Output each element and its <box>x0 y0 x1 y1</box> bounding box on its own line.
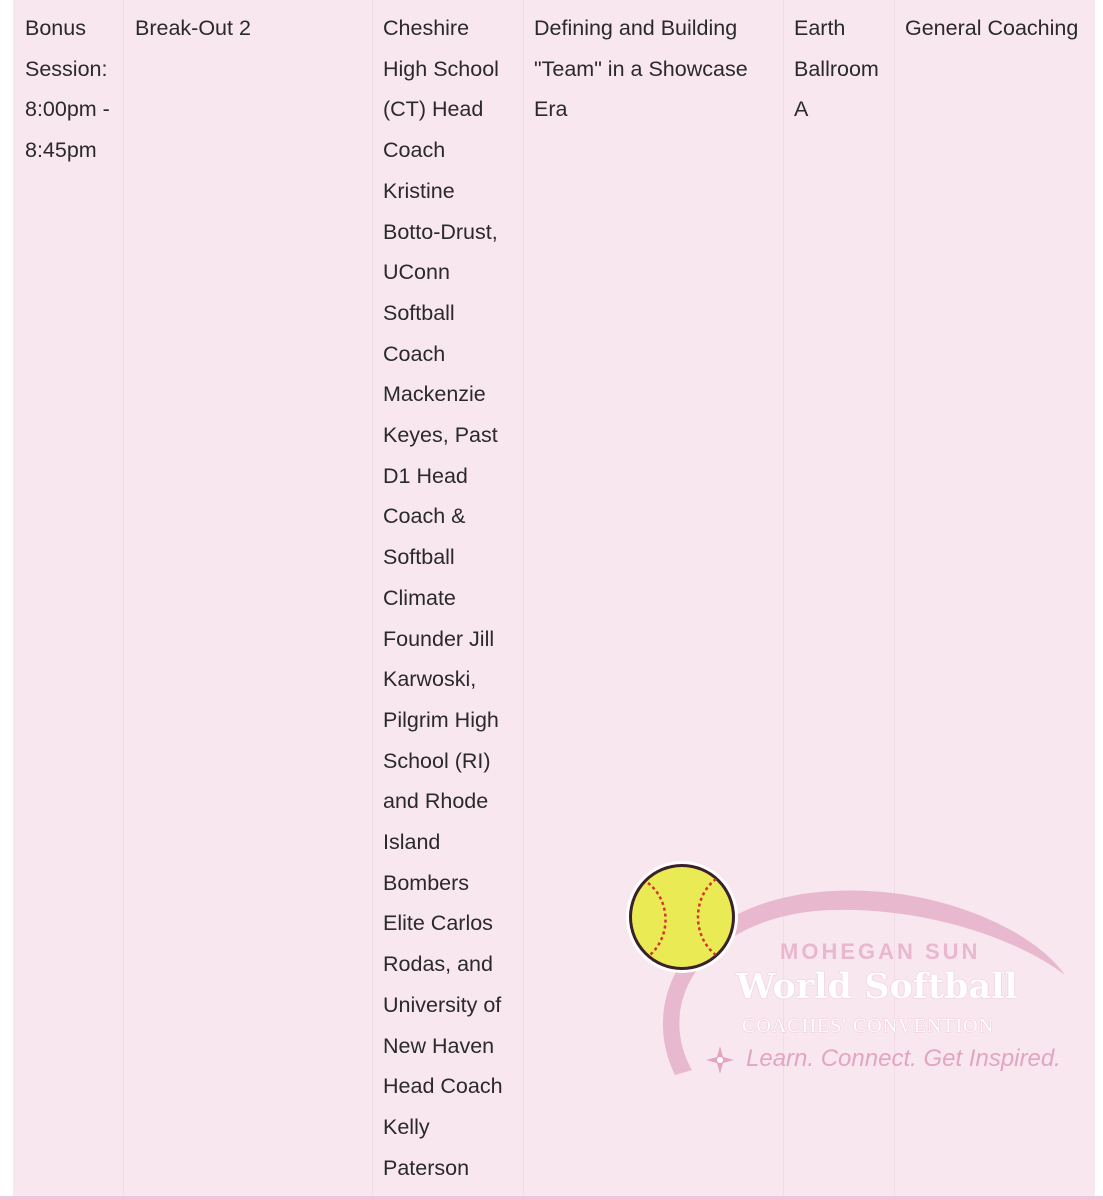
speaker-line: Softball <box>383 545 455 570</box>
track-cell <box>905 8 1095 49</box>
session-title-cell <box>534 8 774 130</box>
speaker-line: Bombers <box>383 870 470 895</box>
speaker-line: Paterson <box>383 1155 470 1180</box>
speaker-line: Botto-Drust, <box>383 219 498 244</box>
speaker-line: D1 Head <box>383 463 468 488</box>
title-line: Defining and Building <box>534 16 738 40</box>
logo-brand: MOHEGAN SUN <box>780 939 981 964</box>
speaker-line: Founder Jill <box>383 626 495 651</box>
speaker-line: Cheshire <box>383 16 470 40</box>
logo-subtitle: COACHES' CONVENTION <box>742 1015 995 1037</box>
room-cell <box>794 8 889 130</box>
speaker-line: Rodas, and <box>383 952 493 977</box>
session-time-cell <box>25 8 121 171</box>
speaker-line: Coach & <box>383 504 466 529</box>
speaker-line: Coach <box>383 138 446 163</box>
speaker-line: Kelly <box>383 1114 430 1139</box>
star-ornament-icon <box>706 1046 734 1074</box>
speaker-line: Elite Carlos <box>383 911 493 936</box>
speaker-line: Climate <box>383 585 456 610</box>
room-line: Ballroom <box>794 56 879 81</box>
speaker-line: School (RI) <box>383 748 491 773</box>
breakout-label: Break-Out 2 <box>135 16 251 40</box>
session-line: Session: <box>25 56 108 81</box>
room-line: A <box>794 97 809 122</box>
title-line: "Team" in a Showcase <box>534 56 748 81</box>
speaker-line: Karwoski, <box>383 667 477 692</box>
room-line: Earth <box>794 16 846 40</box>
speaker-line: Mackenzie <box>383 382 486 407</box>
speaker-line: Coach <box>383 341 446 366</box>
session-line: 8:45pm <box>25 138 97 163</box>
table-bottom-border <box>0 1196 1103 1200</box>
softball-icon <box>632 867 732 967</box>
track-label: General Coaching <box>905 16 1079 40</box>
speaker-line: (CT) Head <box>383 97 484 122</box>
speakers-cell <box>383 8 517 1188</box>
speaker-line: High School <box>383 56 499 81</box>
speaker-line: Head Coach <box>383 1074 503 1099</box>
speaker-line: Softball <box>383 300 455 325</box>
speaker-line: and Rhode <box>383 789 489 814</box>
title-line: Era <box>534 97 568 122</box>
column-divider <box>372 0 373 1196</box>
logo-name: World Softball <box>736 966 1018 1007</box>
speaker-line: New Haven <box>383 1033 495 1058</box>
speaker-line: Keyes, Past <box>383 423 498 448</box>
logo-tagline: Learn. Connect. Get Inspired. <box>746 1045 1061 1072</box>
session-line: Bonus <box>25 16 86 40</box>
breakout-cell <box>135 8 365 49</box>
speaker-line: University of <box>383 992 502 1017</box>
column-divider <box>523 0 524 1196</box>
convention-logo <box>620 855 1080 1095</box>
speaker-line: Kristine <box>383 178 455 203</box>
speaker-line: UConn <box>383 260 450 285</box>
speaker-line: Island <box>383 830 441 855</box>
speaker-line: Pilgrim High <box>383 707 499 732</box>
column-divider <box>123 0 124 1196</box>
session-line: 8:00pm - <box>25 97 110 122</box>
